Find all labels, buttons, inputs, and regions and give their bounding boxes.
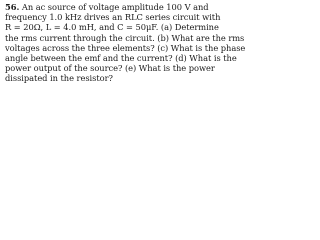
problem-text: [5, 2, 246, 84]
problem-number: 56.: [5, 2, 20, 12]
problem-line-3: R = 20Ω, L = 4.0 mH, and C = 50μF. (a) Determine: [5, 22, 219, 33]
problem-line-5: voltages across the three elements? (c) What is the phase: [5, 42, 246, 53]
problem-line-1: [5, 2, 209, 12]
problem-line-8: dissipated in the resistor?: [5, 73, 113, 84]
problem-line-2: frequency 1.0 kHz drives an RLC series circuit with: [5, 12, 221, 23]
problem-line-6: angle between the emf and the current? (d) What is the: [5, 53, 237, 64]
problem-line-1-text: An ac source of voltage amplitude 100 V and: [21, 2, 209, 12]
problem-line-7: power output of the source? (e) What is the power: [5, 63, 215, 74]
problem-line-4: the rms current through the circuit. (b) What are the rms: [5, 32, 245, 43]
